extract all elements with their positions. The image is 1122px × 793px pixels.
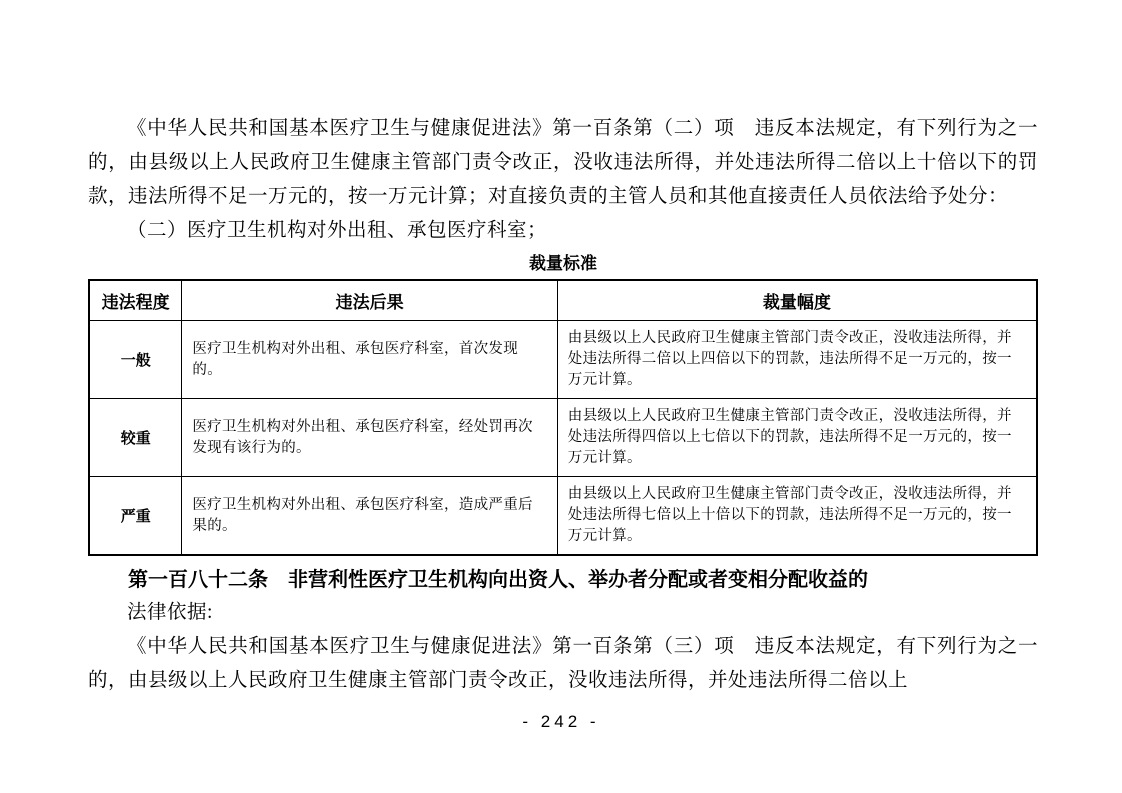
- range-cell: 由县级以上人民政府卫生健康主管部门责令改正，没收违法所得，并处违法所得七倍以上十倍以下的罚款，违法所得不足一万元的，按一万元计算。: [557, 477, 1037, 556]
- consequence-cell: 医疗卫生机构对外出租、承包医疗科室，首次发现的。: [182, 321, 557, 399]
- table-header-row: [89, 280, 1037, 321]
- page-number: - 242 -: [522, 712, 600, 731]
- table-row-general: [89, 321, 1037, 399]
- range-cell: 由县级以上人民政府卫生健康主管部门责令改正，没收违法所得，并处违法所得二倍以上四倍以下的罚款，违法所得不足一万元的，按一万元计算。: [557, 321, 1037, 399]
- degree-cell: 一般: [89, 321, 182, 399]
- legal-provision-paragraph-2: 《中华人民共和国基本医疗卫生与健康促进法》第一百条第（三）项 违反本法规定，有下列行为之一的，由县级以上人民政府卫生健康主管部门责令改正，没收违法所得，并处违法所得二倍以上: [88, 636, 1038, 691]
- degree-cell: 严重: [89, 477, 182, 556]
- table-title: 裁量标准: [529, 254, 597, 273]
- column-header-violation-degree: 违法程度: [89, 280, 182, 321]
- table-row-severe: [89, 477, 1037, 556]
- column-header-discretion-range: 裁量幅度: [557, 280, 1037, 321]
- column-header-violation-consequence: 违法后果: [182, 280, 557, 321]
- degree-cell: 较重: [89, 399, 182, 477]
- consequence-cell: 医疗卫生机构对外出租、承包医疗科室，造成严重后果的。: [182, 477, 557, 556]
- violation-item-line: （二）医疗卫生机构对外出租、承包医疗科室；: [127, 220, 548, 241]
- discretion-standard-table: [88, 279, 1038, 556]
- legal-basis-label: 法律依据:: [127, 602, 213, 623]
- table-row-moderate: [89, 399, 1037, 477]
- document-content: [88, 112, 1038, 698]
- article-section-heading: 第一百八十二条 非营利性医疗卫生机构向出资人、举办者分配或者变相分配收益的: [128, 569, 868, 591]
- legal-provision-paragraph: 《中华人民共和国基本医疗卫生与健康促进法》第一百条第（二）项 违反本法规定，有下列行为之一的，由县级以上人民政府卫生健康主管部门责令改正，没收违法所得，并处违法所得二倍以上十倍以下的罚款，违法所得不足一万元的，按一万元计算；对直接负责的主管人员和其他直接责任人员依法给予处分：: [88, 118, 1038, 207]
- range-cell: 由县级以上人民政府卫生健康主管部门责令改正，没收违法所得，并处违法所得四倍以上七倍以下的罚款，违法所得不足一万元的，按一万元计算。: [557, 399, 1037, 477]
- consequence-cell: 医疗卫生机构对外出租、承包医疗科室，经处罚再次发现有该行为的。: [182, 399, 557, 477]
